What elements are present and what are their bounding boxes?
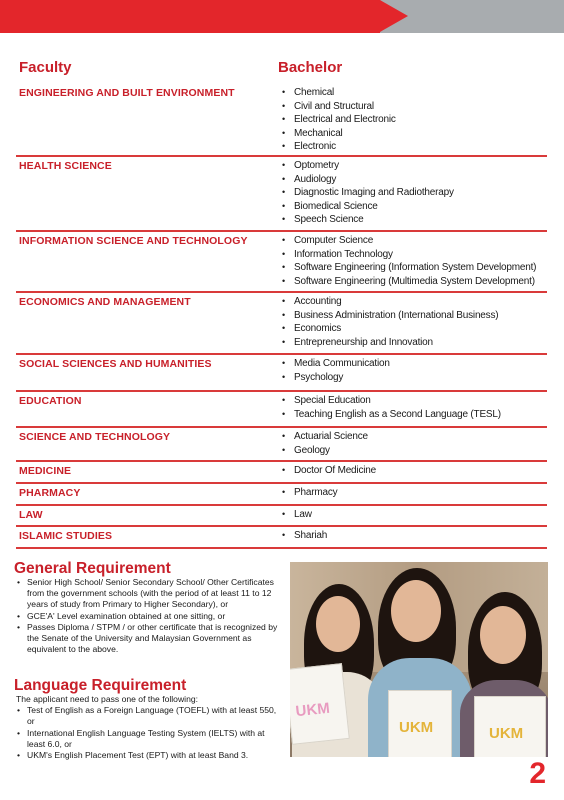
faculty-name: LAW: [19, 509, 43, 521]
program-item: • Psychology: [282, 371, 390, 385]
language-requirement-intro: The applicant need to pass one of the following:: [16, 694, 199, 704]
page-number: 2: [529, 757, 546, 790]
faculty-row: [16, 426, 547, 462]
program-item: • Computer Science: [282, 234, 536, 248]
program-item: • Shariah: [282, 529, 327, 543]
faculty-name: EDUCATION: [19, 395, 82, 407]
program-list: [282, 357, 390, 384]
banner-red-band: [0, 0, 380, 33]
student-middle-face: [391, 580, 441, 642]
program-item: • Electrical and Electronic: [282, 113, 396, 127]
program-item: • Software Engineering (Information System Development): [282, 261, 536, 275]
program-item: • Doctor Of Medicine: [282, 464, 376, 478]
banner-arrow: [380, 0, 408, 32]
faculty-name: MEDICINE: [19, 465, 72, 477]
bachelor-column-header: Bachelor: [278, 59, 343, 76]
general-requirement-item: • Senior High School/ Senior Secondary School/ Other Certificates from the government schools (with the period of at least 11 to 12 years of study from Primary to Higher Secondary), or: [16, 577, 284, 611]
program-item: • Business Administration (International Business): [282, 309, 498, 323]
faculty-name: INFORMATION SCIENCE AND TECHNOLOGY: [19, 235, 248, 247]
program-item: • Information Technology: [282, 248, 536, 262]
program-item: • Accounting: [282, 295, 498, 309]
program-list: [282, 508, 312, 522]
program-item: • Pharmacy: [282, 486, 337, 500]
program-list: [282, 394, 501, 421]
program-list: [282, 295, 498, 349]
students-photo: [290, 562, 548, 757]
language-requirement-item: • UKM's English Placement Test (EPT) with at least Band 3.: [16, 750, 284, 761]
program-list: [282, 486, 337, 500]
program-item: • Teaching English as a Second Language (TESL): [282, 408, 501, 422]
program-item: • Entrepreneurship and Innovation: [282, 336, 498, 350]
language-requirement-item: • International English Language Testing System (IELTS) with at least 6.0, or: [16, 728, 284, 750]
language-requirement-item: • Test of English as a Foreign Language (TOEFL) with at least 550, or: [16, 705, 284, 727]
program-item: • Software Engineering (Multimedia System Development): [282, 275, 536, 289]
student-right-face: [480, 606, 526, 664]
faculty-name: ENGINEERING AND BUILT ENVIRONMENT: [19, 87, 235, 99]
faculty-name: ECONOMICS AND MANAGEMENT: [19, 296, 191, 308]
top-banner: [0, 0, 564, 33]
language-requirement-title: Language Requirement: [14, 677, 187, 694]
faculty-name: SOCIAL SCIENCES AND HUMANITIES: [19, 358, 212, 370]
program-list: [282, 159, 454, 227]
faculty-name: HEALTH SCIENCE: [19, 160, 112, 172]
program-list: [282, 234, 536, 288]
program-item: • Economics: [282, 322, 498, 336]
ukm-card-left: [290, 663, 350, 745]
faculty-row: [16, 460, 547, 484]
program-list: [282, 464, 376, 478]
faculty-row: [16, 291, 547, 355]
ukm-card-label: UKM: [399, 719, 434, 736]
program-item: • Biomedical Science: [282, 200, 454, 214]
ukm-card-middle: [388, 690, 452, 757]
program-item: • Special Education: [282, 394, 501, 408]
program-item: • Mechanical: [282, 127, 396, 141]
faculty-row: [16, 353, 547, 392]
program-item: • Civil and Structural: [282, 100, 396, 114]
general-requirement-title: General Requirement: [14, 560, 171, 577]
general-requirement-item: • GCE'A' Level examination obtained at one sitting, or: [16, 611, 284, 622]
general-requirement-body: [16, 577, 284, 655]
program-item: • Diagnostic Imaging and Radiotherapy: [282, 186, 454, 200]
faculty-row: [16, 482, 547, 506]
program-list: [282, 430, 368, 457]
faculty-row: [16, 230, 547, 293]
program-item: • Geology: [282, 444, 368, 458]
faculty-row: [16, 504, 547, 527]
program-item: • Actuarial Science: [282, 430, 368, 444]
program-item: • Media Communication: [282, 357, 390, 371]
program-item: • Law: [282, 508, 312, 522]
faculty-name: SCIENCE AND TECHNOLOGY: [19, 431, 171, 443]
faculty-name: PHARMACY: [19, 487, 81, 499]
faculty-row: [16, 155, 547, 232]
program-item: • Speech Science: [282, 213, 454, 227]
faculty-name: ISLAMIC STUDIES: [19, 530, 113, 542]
program-item: • Electronic: [282, 140, 396, 154]
program-item: • Optometry: [282, 159, 454, 173]
program-item: • Chemical: [282, 86, 396, 100]
student-left-face: [316, 596, 360, 652]
faculty-row: [16, 390, 547, 428]
faculty-row: [16, 525, 547, 549]
program-list: [282, 86, 396, 154]
faculty-column-header: Faculty: [19, 59, 72, 76]
ukm-card-label: UKM: [489, 725, 524, 742]
ukm-card-right: [474, 696, 546, 757]
ukm-card-label: UKM: [294, 699, 331, 721]
faculty-row: [16, 82, 547, 157]
program-list: [282, 529, 327, 543]
program-item: • Audiology: [282, 173, 454, 187]
language-requirement-body: [16, 694, 284, 761]
general-requirement-item: • Passes Diploma / STPM / or other certificate that is recognized by the Senate of the University and Malaysian Government as equivalent to the above.: [16, 622, 284, 656]
